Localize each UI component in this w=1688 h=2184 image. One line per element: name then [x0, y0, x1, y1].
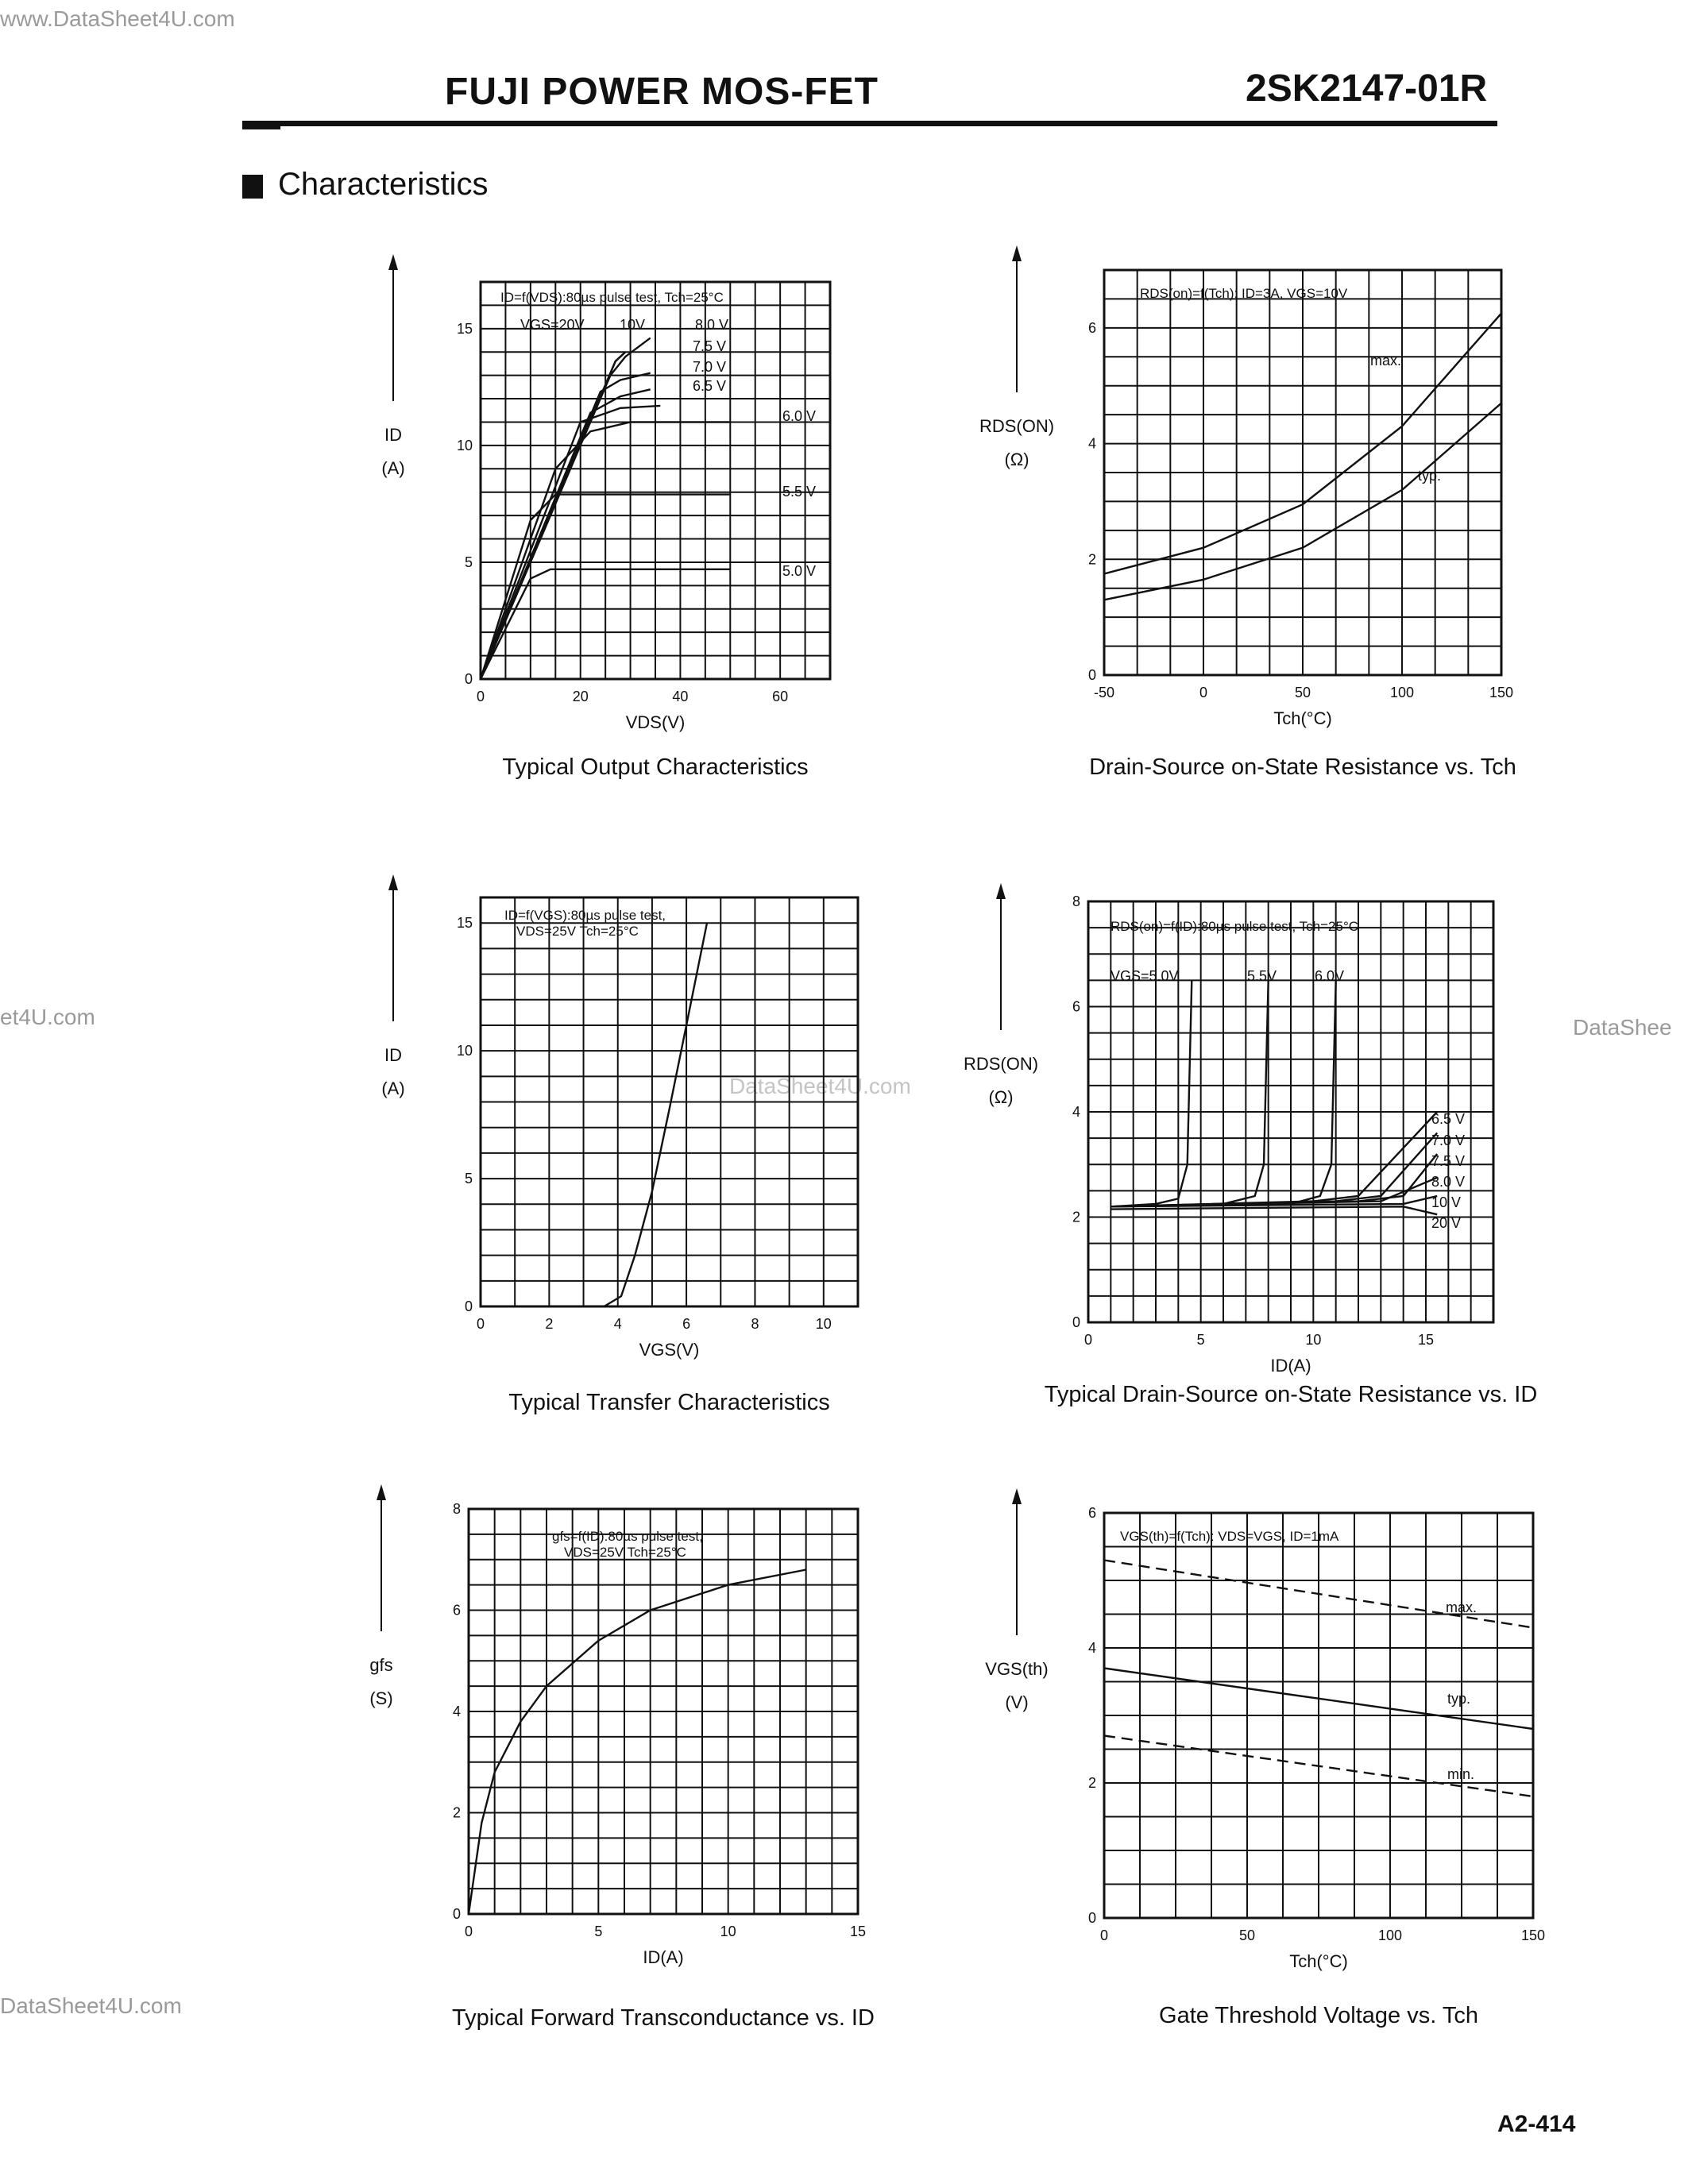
y-tick-label: 2	[1087, 551, 1096, 568]
y-tick-label: 15	[456, 320, 473, 337]
y-axis-unit: (Ω)	[1004, 450, 1029, 469]
y-tick-label: 8	[1072, 893, 1080, 909]
chart-title: Typical Transfer Characteristics	[508, 1390, 830, 1415]
chart-annotation: VGS(th)=f(Tch): VDS=VGS, ID=1mA	[1120, 1529, 1339, 1544]
arrow-up-icon	[388, 254, 398, 270]
y-tick-label: 2	[1087, 1775, 1096, 1791]
y-axis-unit: (S)	[369, 1688, 393, 1708]
chart-title: Typical Forward Transconductance vs. ID	[452, 2005, 875, 2031]
y-tick-label: 2	[1072, 1209, 1080, 1225]
series-label: 7.0 V	[1431, 1133, 1466, 1148]
y-tick-label: 4	[452, 1704, 461, 1719]
series-line	[1111, 980, 1192, 1206]
x-tick-label: 60	[772, 689, 789, 704]
series-label: 5.0 V	[782, 563, 817, 579]
y-tick-label: 8	[452, 1501, 461, 1517]
series-line	[469, 1570, 806, 1915]
x-axis-label: Tch(°C)	[1273, 708, 1332, 728]
series-label: 8.0 V	[695, 317, 729, 333]
series-label: max.	[1446, 1599, 1477, 1615]
y-axis-unit: (A)	[381, 1078, 405, 1098]
series-label: VGS=5.0V	[1111, 968, 1179, 984]
part-number: 2SK2147-01R	[1246, 68, 1488, 110]
y-tick-label: 6	[1087, 1505, 1096, 1521]
y-tick-label: 10	[456, 1043, 473, 1059]
chart-title: Gate Threshold Voltage vs. Tch	[1159, 2003, 1478, 2028]
arrow-up-icon	[1012, 245, 1022, 261]
y-axis-label: RDS(ON)	[979, 416, 1055, 436]
series-label: 6.0 V	[782, 408, 817, 424]
rds-vs-id-chart	[963, 882, 1581, 1437]
x-tick-label: 40	[672, 689, 689, 704]
series-line	[1111, 1133, 1437, 1207]
x-tick-label: 100	[1389, 685, 1415, 700]
x-axis-label: Tch(°C)	[1289, 1951, 1348, 1971]
x-tick-label: 100	[1377, 1927, 1403, 1943]
chart-annotation: ID=f(VGS):80µs pulse test, VDS=25V Tch=25°C	[504, 908, 666, 939]
series-label: 5.5V	[1247, 968, 1277, 984]
x-tick-label: 50	[1238, 1927, 1256, 1943]
series-line	[481, 406, 660, 679]
x-axis-label: ID(A)	[643, 1947, 684, 1967]
y-tick-label: 4	[1087, 435, 1096, 452]
series-line	[1111, 1112, 1437, 1206]
y-tick-label: 6	[1087, 319, 1096, 336]
y-tick-label: 5	[464, 1171, 473, 1187]
watermark-mid-left: et4U.com	[0, 1005, 95, 1029]
chart-annotation: RDS(on)=f(Tch): ID=3A, VGS=10V	[1140, 286, 1348, 301]
y-tick-label: 0	[1072, 1314, 1080, 1330]
document-title: FUJI POWER MOS-FET	[445, 71, 879, 113]
x-tick-label: 6	[682, 1316, 691, 1332]
series-label: 6.5 V	[1431, 1111, 1466, 1127]
x-tick-label: 5	[1196, 1332, 1205, 1348]
y-tick-label: 15	[456, 915, 473, 932]
chart-annotation: gfs=f(ID):80µs pulse test, VDS=25V Tch=25°C	[552, 1529, 703, 1560]
series-label: 6.5 V	[693, 378, 727, 394]
y-axis-label: RDS(ON)	[963, 1054, 1039, 1074]
watermark-top: www.DataSheet4U.com	[0, 6, 235, 31]
x-tick-label: 0	[476, 1316, 485, 1332]
y-tick-label: 5	[464, 554, 473, 570]
x-tick-label: 0	[1083, 1332, 1093, 1348]
chart-title: Typical Drain-Source on-State Resistance vs. ID	[1044, 1382, 1538, 1407]
x-axis-label: VGS(V)	[639, 1340, 700, 1360]
arrow-up-icon	[1012, 1488, 1022, 1504]
x-tick-label: 15	[1417, 1332, 1435, 1348]
section-bullet-icon	[242, 175, 263, 199]
y-tick-label: 0	[452, 1906, 461, 1922]
watermark-bottom-left: DataSheet4U.com	[0, 1993, 182, 2018]
x-tick-label: 20	[572, 689, 589, 704]
y-tick-label: 10	[456, 437, 473, 453]
watermark-center: DataSheet4U.com	[729, 1074, 911, 1098]
series-label: 8.0 V	[1431, 1174, 1466, 1190]
series-label: 20 V	[1431, 1215, 1462, 1231]
page-number: A2-414	[1497, 2111, 1576, 2137]
y-tick-label: 4	[1087, 1640, 1096, 1656]
series-label: 5.5 V	[782, 484, 817, 500]
header-rule	[242, 121, 1497, 126]
series-label: 10 V	[1431, 1194, 1462, 1210]
series-label: VGS=20V	[520, 317, 585, 333]
arrow-up-icon	[388, 874, 398, 890]
x-tick-label: 10	[1305, 1332, 1322, 1348]
x-tick-label: 150	[1520, 1927, 1546, 1943]
section-title: Characteristics	[278, 167, 489, 202]
x-tick-label: 0	[476, 689, 485, 704]
header-rule-accent	[242, 126, 280, 129]
series-line	[1111, 1206, 1437, 1214]
chart-title: Drain-Source on-State Resistance vs. Tch	[1089, 754, 1516, 780]
x-tick-label: 0	[1199, 685, 1208, 700]
rds-vs-tch-chart	[977, 254, 1581, 810]
arrow-up-icon	[996, 883, 1006, 899]
series-label: 6.0V	[1315, 968, 1345, 984]
arrow-up-icon	[377, 1484, 386, 1500]
x-tick-label: 50	[1294, 685, 1311, 700]
series-label: max.	[1370, 353, 1402, 369]
x-tick-label: 150	[1489, 685, 1514, 700]
series-line	[605, 923, 708, 1306]
chart-annotation: ID=f(VDS):80µs pulse test, Tch=25°C	[500, 290, 724, 305]
y-axis-label: gfs	[369, 1655, 393, 1675]
x-tick-label: 8	[751, 1316, 759, 1332]
x-tick-label: 4	[613, 1316, 622, 1332]
y-tick-label: 0	[464, 1298, 473, 1314]
series-label: typ.	[1418, 468, 1442, 484]
series-label: 7.5 V	[693, 338, 727, 354]
output-characteristics-chart	[350, 254, 906, 810]
y-tick-label: 0	[464, 671, 473, 687]
gate-threshold-chart	[977, 1501, 1581, 2057]
y-tick-label: 0	[1087, 1910, 1096, 1926]
x-tick-label: 0	[464, 1924, 473, 1939]
y-axis-unit: (A)	[381, 458, 405, 478]
series-label: typ.	[1447, 1691, 1471, 1707]
y-axis-label: ID	[384, 425, 402, 445]
y-axis-label: VGS(th)	[985, 1659, 1049, 1679]
x-tick-label: -50	[1093, 685, 1115, 700]
y-axis-label: ID	[384, 1045, 402, 1065]
y-tick-label: 6	[452, 1602, 461, 1619]
chart-title: Typical Output Characteristics	[502, 754, 809, 780]
y-axis-unit: (V)	[1005, 1692, 1029, 1712]
x-tick-label: 15	[849, 1924, 867, 1939]
y-tick-label: 0	[1087, 667, 1096, 683]
series-label: min.	[1447, 1766, 1475, 1782]
series-label: 7.5 V	[1431, 1153, 1466, 1169]
x-tick-label: 10	[815, 1316, 832, 1332]
watermark-mid-right: DataShee	[1573, 1015, 1672, 1040]
x-tick-label: 0	[1099, 1927, 1109, 1943]
transconductance-chart	[350, 1501, 906, 2057]
y-tick-label: 6	[1072, 998, 1080, 1015]
x-axis-label: VDS(V)	[625, 712, 686, 732]
x-axis-label: ID(A)	[1270, 1356, 1311, 1376]
x-tick-label: 5	[594, 1924, 603, 1939]
series-label: 7.0 V	[693, 359, 727, 375]
series-label: 10V	[620, 317, 646, 333]
y-tick-label: 2	[452, 1804, 461, 1821]
y-tick-label: 4	[1072, 1104, 1080, 1120]
y-axis-unit: (Ω)	[988, 1087, 1014, 1107]
x-tick-label: 10	[720, 1924, 736, 1939]
chart-annotation: RDS(on)=f(ID):80µs pulse test, Tch=25°C	[1111, 919, 1359, 934]
transfer-characteristics-chart	[350, 882, 906, 1437]
x-tick-label: 2	[545, 1316, 554, 1332]
